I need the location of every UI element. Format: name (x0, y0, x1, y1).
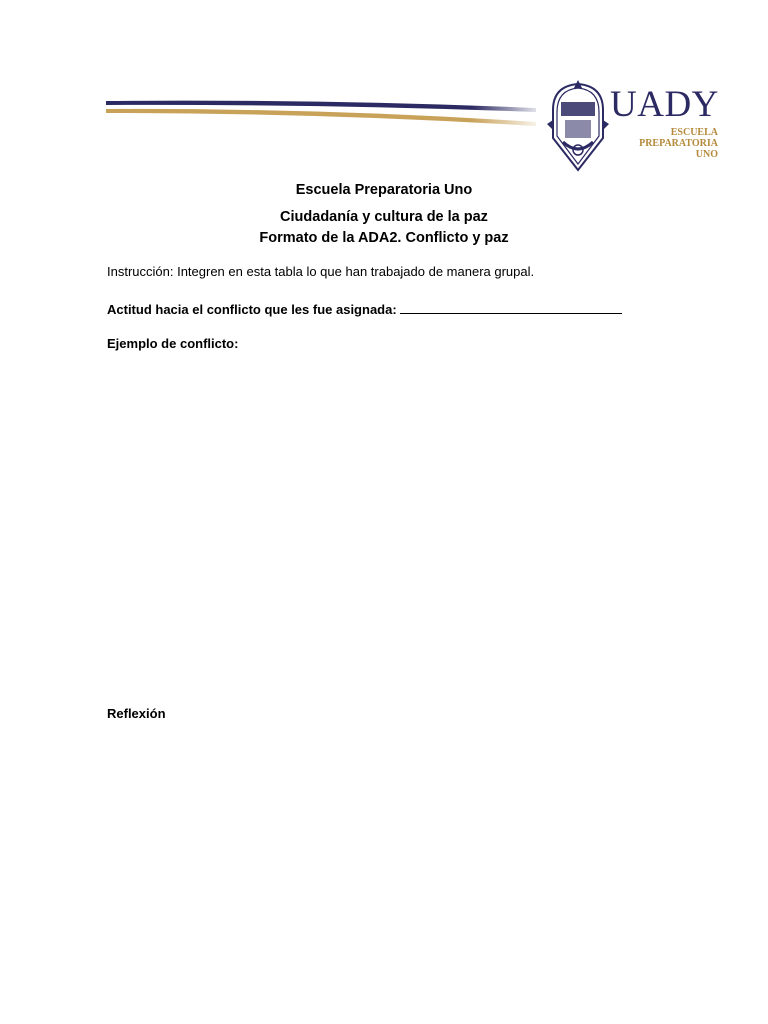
reflection-heading: Reflexión (107, 706, 166, 721)
school-line-1: ESCUELA (670, 127, 718, 138)
university-seal-icon (545, 80, 611, 172)
uady-wordmark: UADY (610, 84, 719, 125)
school-line-3: UNO (695, 149, 718, 160)
header-band-lines (106, 96, 546, 130)
document-title-school: Escuela Preparatoria Uno (295, 182, 473, 198)
gold-stripe (106, 109, 536, 126)
attitude-label: Actitud hacia el conflicto que les fue asignada (107, 302, 393, 317)
document-title-format: Formato de la ADA2. Conflicto y paz (259, 230, 509, 246)
document-title-course: Ciudadanía y cultura de la paz (280, 209, 488, 225)
attitude-field (107, 300, 622, 318)
attitude-blank-line[interactable] (400, 300, 622, 314)
attitude-colon: : (392, 302, 397, 317)
example-colon: : (234, 336, 239, 351)
example-field (107, 336, 238, 352)
uady-logo (545, 80, 735, 172)
example-label: Ejemplo de conflicto (107, 336, 235, 351)
instruction-text: Instrucción: Integren en esta tabla lo que han trabajado de manera grupal. (107, 264, 535, 279)
school-name (639, 127, 718, 160)
school-line-2: PREPARATORIA (639, 138, 718, 149)
